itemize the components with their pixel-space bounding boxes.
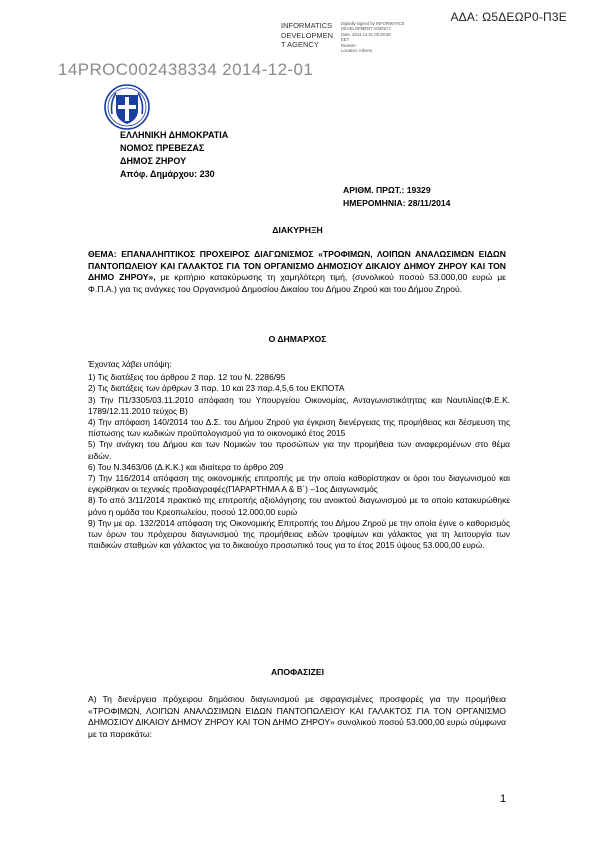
signature-stamp-org — [281, 21, 339, 50]
subject-rest: με κριτήριο κατακύρωσης τη χαμηλότερη τιμή, (συνολικού ποσού 53.000,00 ευρώ με Φ.Π.Α.) για τις ανάγκες του Οργανισμού Δημοσίου Δικαίου του Δήμου Ζηρού και του Δήμου Ζηρού. — [88, 272, 506, 294]
list-item: 1) Τις διατάξεις του άρθρου 2 παρ. 12 του Ν. 2286/95 — [88, 372, 286, 383]
issuer-header — [120, 129, 228, 181]
list-item: 5) Την ανάγκη του Δήμου και των Νομικών του προσώπων για την προμήθεια των αναφερομένων στο θέμα ειδών. — [88, 439, 510, 461]
stamp-meta-line: Location: Athens — [341, 48, 372, 54]
list-item: 4) Την απόφαση 140/2014 του Δ.Σ. του Δήμου Ζηρού για έγκριση διενέργειας της προμήθειας και δέσμευση της πίστωσης των κωδικών προϋπολογισμού για το οικονομικό έτος 2015 — [88, 417, 510, 439]
header-decision-number: Απόφ. Δημάρχου: 230 — [120, 169, 215, 179]
stamp-meta-line: Reason: — [341, 42, 357, 48]
decides-heading: ΑΠΟΦΑΣΙΖΕΙ — [270, 667, 325, 677]
stamp-org-line: T AGENCY — [281, 40, 319, 49]
protocol-number: ΑΡΙΘΜ. ΠΡΩΤ.: 19329 — [343, 185, 431, 195]
stamp-meta-line: DEVELOPMENT AGENCY — [341, 26, 392, 32]
mayor-heading: Ο ΔΗΜΑΡΧΟΣ — [268, 334, 327, 344]
protocol-id: 14PROC002438334 2014-12-01 — [58, 60, 314, 79]
list-item: 9) Την με αρ. 132/2014 απόφαση της Οικονομικής Επιτροπής του Δήμου Ζηρού με την οποία έγινε ο καθορισμός των όρων του πρόχειρου διαγωνισμού της προμήθειας ειδών τροφίμων και γάλακτος για τη λειτουργία των παιδικών σταθμών και γάλακτος για το δικαιούχο προσωπικό τους για το έτος 2015 ύψους 53.000,00 ευρώ. — [88, 517, 510, 551]
stamp-meta-line: Date: 2014.12.01 09:29:36 — [341, 31, 391, 37]
header-country: ΕΛΛΗΝΙΚΗ ΔΗΜΟΚΡΑΤΙΑ — [120, 130, 229, 140]
stamp-org-line: INFORMATICS — [281, 21, 333, 30]
list-item: 2) Τις διατάξεις των άρθρων 3 παρ. 10 και 23 παρ.4,5,6 του ΕΚΠΟΤΑ — [88, 383, 345, 394]
decision-a-paragraph: Α) Τη διενέργεια πρόχειρου δημόσιου διαγωνισμού με σφραγισμένες προσφορές για την προμήθεια «ΤΡΟΦΙΜΩΝ, ΛΟΙΠΩΝ ΑΝΑΛΩΣΙΜΩΝ ΕΙΔΩΝ ΠΑΝΤΟΠΩΛΕΙΟΥ ΚΑΙ ΓΑΛΑΚΤΟΣ ΓΙΑ ΤΟΝ ΟΡΓΑΝΙΣΜΟ ΔΗΜΟΣΙΟΥ ΔΙΚΑΙΟΥ ΔΗΜΟΥ ΖΗΡΟΥ ΚΑΙ ΤΟΝ ΔΗΜΟ ΖΗΡΟΥ» συνολικού ποσού 53.000,00 ευρώ σύμφωνα με τα παρακάτω: — [88, 694, 506, 739]
page-number: 1 — [500, 793, 507, 805]
greek-coat-of-arms-icon — [104, 84, 150, 130]
subject-paragraph — [88, 249, 506, 295]
stamp-org-line: DEVELOPMEN — [281, 30, 334, 40]
reference-block — [343, 184, 450, 210]
signature-stamp-meta — [341, 21, 436, 53]
document-date: ΗΜΕΡΟΜΗΝΙΑ: 28/11/2014 — [343, 198, 451, 208]
considerations-list — [88, 359, 510, 551]
header-prefecture: ΝΟΜΟΣ ΠΡΕΒΕΖΑΣ — [120, 143, 205, 153]
stamp-meta-line: Digitally signed by INFORMATICS — [341, 21, 405, 26]
considerations-intro: Έχοντας λάβει υπόψη: — [88, 359, 172, 369]
list-item: 7) Την 116/2014 απόφαση της οικονομικής επιτροπής με την οποία καθορίστηκαν οι όροι του διαγωνισμού και εγκρίθηκαν οι τεχνικές προδιαγραφές(ΠΑΡΑΡΤΗΜΑ Α & Β΄) –1ος Διαγωνισμός — [88, 473, 510, 495]
list-item: 3) Την Π1/3305/03.11.2010 απόφαση του Υπουργείου Οικονομίας, Ανταγωνιστικότητας και Ναυτιλίας(Φ.Ε.Κ. 1789/12.11.2010 τεύχος Β) — [88, 394, 510, 416]
list-item: 8) Το από 3/11/2014 πρακτικό της επιτροπής αξιολόγησης του ανοικτού διαγωνισμού με το οποίο κατακυρώθηκε μόνο η ομάδα του Κρεοπωλείου, ποσού 12.000,00 ευρώ — [88, 495, 510, 517]
document-title: ΔΙΑΚΥΡΗΞΗ — [272, 225, 323, 235]
list-item: 6) Του Ν.3463/06 (Δ.Κ.Κ.) και ιδιαίτερα το άρθρο 209 — [88, 461, 284, 472]
ada-code: ΑΔΑ: Ω5ΔΕΩΡ0-Π3Ε — [450, 10, 567, 24]
subject-bold: ΘΕΜΑ: ΕΠΑΝΑΛΗΠΤΙΚΟΣ ΠΡΟΧΕΙΡΟΣ ΔΙΑΓΩΝΙΣΜΟΣ «ΤΡΟΦΙΜΩΝ, ΛΟΙΠΩΝ ΑΝΑΛΩΣΙΜΩΝ ΕΙΔΩΝ ΠΑΝΤΟΠΩΛΕΙΟΥ ΚΑΙ ΓΑΛΑΚΤΟΣ ΓΙΑ ΤΟΝ ΟΡΓΑΝΙΣΜΟ ΔΗΜΟΣΙΟΥ ΔΙΚΑΙΟΥ ΔΗΜΟΥ ΖΗΡΟΥ ΚΑΙ ΤΟΝ ΔΗΜΟ ΖΗΡΟΥ», — [88, 249, 506, 282]
header-municipality: ΔΗΜΟΣ ΖΗΡΟΥ — [120, 156, 187, 166]
stamp-meta-line: EET — [341, 37, 350, 43]
